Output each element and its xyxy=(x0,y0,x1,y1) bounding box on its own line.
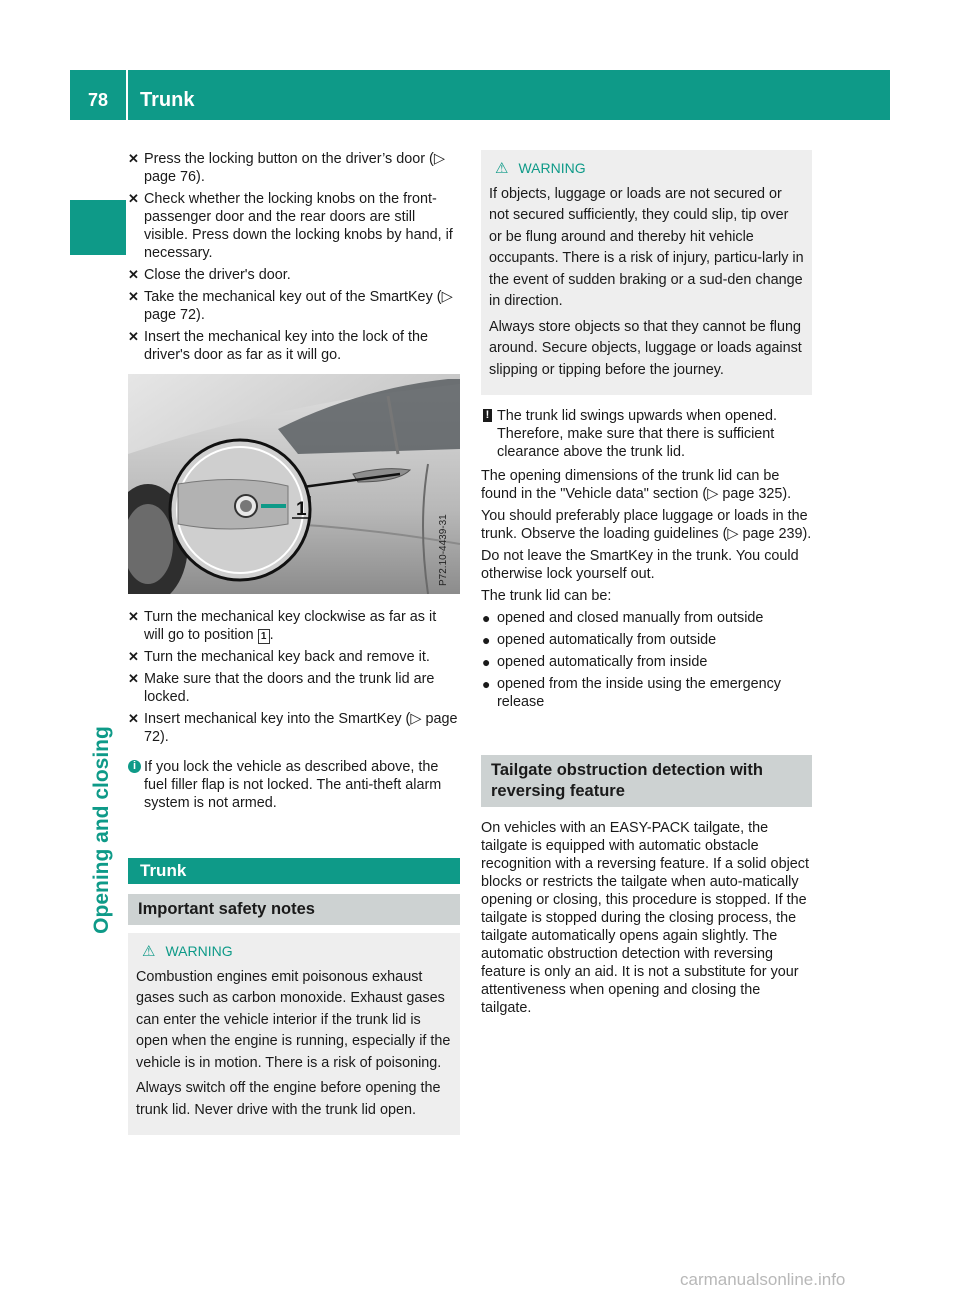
list-item-text: opened automatically from outside xyxy=(497,632,717,648)
page-ref-arrow-icon: ▷ xyxy=(441,289,453,305)
body-paragraph: The opening dimensions of the trunk lid can be found in the "Vehicle data" section (▷ page 325). xyxy=(481,468,792,502)
list-item-text: opened and closed manually from outside xyxy=(497,610,764,626)
step-tail: . xyxy=(269,627,274,643)
step-item: ✕ Take the mechanical key out of the SmartKey (▷ page 72). xyxy=(128,289,453,323)
step-item xyxy=(128,328,460,364)
step-text: Take the mechanical key out of the SmartKey xyxy=(144,289,433,305)
page-ref-arrow-icon: ▷ xyxy=(433,151,445,167)
warning-header xyxy=(136,941,452,963)
subsection-title: Tailgate obstruction detection with reversing feature xyxy=(481,755,812,807)
body-paragraph: You should preferably place luggage or loads in the trunk. Observe the loading guidelines (▷ page 239). xyxy=(481,508,812,542)
warning-title: WARNING xyxy=(165,943,233,959)
page-ref-arrow-icon: ▷ xyxy=(727,526,739,542)
bullet-icon: ● xyxy=(482,610,491,626)
step-item: ✕ Insert mechanical key into the SmartKey (▷ page 72). xyxy=(128,711,458,745)
bullet-icon: ● xyxy=(482,654,491,670)
warning-triangle-icon: ⚠ xyxy=(142,943,156,960)
caution-note-text: The trunk lid swings upwards when opened. Therefore, make sure that there is sufficient clearance above the trunk lid. xyxy=(497,408,777,460)
sidebar-chapter-label: Opening and closing xyxy=(90,726,113,934)
page-ref-arrow-icon: ▷ xyxy=(410,711,422,727)
warning-header xyxy=(489,158,804,180)
paragraph-tail: ). xyxy=(782,486,792,502)
info-icon: i xyxy=(128,760,141,773)
info-note-text: If you lock the vehicle as described above, the fuel filler flap is not locked. The anti-theft alarm system is not armed. xyxy=(144,759,442,811)
body-paragraph: On vehicles with an EASY-PACK tailgate, the tailgate is equipped with automatic obstacle recognition with a reversing feature. If a solid object blocks or restricts the tailgate when auto-matically opening or closing, this procedure is stopped. If the tailgate is stopped during the closing process, the tailgate automatically opens again slightly. The automatic obstruction detection with reversing feature is only an aid. It is not a substitute for your attentiveness when opening and closing the tailgate. xyxy=(481,820,809,1016)
page-reference[interactable]: page 72 xyxy=(144,711,458,745)
list-item xyxy=(481,609,812,627)
caution-note xyxy=(481,407,812,461)
step-tail: ). xyxy=(196,307,205,323)
page-ref-arrow-icon: ▷ xyxy=(707,486,719,502)
paragraph-text: You should preferably place luggage or loads in the trunk. Observe the loading guidelines xyxy=(481,508,808,542)
step-item xyxy=(128,190,460,262)
step-text: Press the locking button on the driver’s door xyxy=(144,151,426,167)
page-reference[interactable]: page 325 xyxy=(722,486,783,502)
step-item xyxy=(128,266,460,284)
page-reference[interactable]: page 76 xyxy=(144,169,197,185)
step-marker-icon: ✕ xyxy=(128,649,139,664)
page-reference[interactable]: page 239 xyxy=(742,526,803,542)
paragraph-text: The opening dimensions of the trunk lid can be found in the "Vehicle data" section xyxy=(481,468,780,502)
list-item xyxy=(481,653,812,671)
warning-box xyxy=(481,150,812,395)
step-marker-icon: ✕ xyxy=(128,151,139,166)
step-marker-icon: ✕ xyxy=(128,267,139,282)
body-paragraph: The trunk lid can be: xyxy=(481,588,612,604)
step-item xyxy=(128,608,460,644)
list-item xyxy=(481,631,812,649)
step-item: ✕ Press the locking button on the driver’s door (▷ page 76). xyxy=(128,151,445,185)
right-column xyxy=(481,150,812,1021)
step-marker-icon: ✕ xyxy=(128,671,139,686)
warning-title: WARNING xyxy=(518,160,586,176)
list-item-text: opened from the inside using the emergency release xyxy=(497,676,781,710)
page-reference[interactable]: page 72 xyxy=(144,307,197,323)
left-column xyxy=(128,150,460,1143)
page-number: 78 xyxy=(87,90,109,110)
step-item xyxy=(128,648,460,666)
warning-box xyxy=(128,933,460,1135)
step-marker-icon: ✕ xyxy=(128,329,139,344)
step-text: Turn the mechanical key clockwise as far as it will go to position xyxy=(144,609,437,643)
header-divider xyxy=(126,70,128,120)
caution-icon: ! xyxy=(483,409,492,422)
watermark: carmanualsonline.info xyxy=(680,1270,846,1289)
step-text: Insert the mechanical key into the lock of the driver's door as far as it will go. xyxy=(144,329,428,363)
position-badge: 1 xyxy=(258,629,270,644)
step-marker-icon: ✕ xyxy=(128,711,139,726)
warning-paragraph: Always switch off the engine before opening the trunk lid. Never drive with the trunk lid open. xyxy=(136,1080,441,1118)
warning-paragraph: Always store objects so that they cannot be flung around. Secure objects, luggage or loads against slipping or tipping before the journey. xyxy=(489,318,802,378)
step-text: Turn the mechanical key back and remove it. xyxy=(144,649,430,665)
step-marker-icon: ✕ xyxy=(128,289,139,304)
list-item-text: opened automatically from inside xyxy=(497,654,708,670)
warning-paragraph: Combustion engines emit poisonous exhaust gases such as carbon monoxide. Exhaust gases can enter the vehicle interior if the trunk lid is open when the engine is running, especially if the vehicle is in motion. There is a risk of poisoning. xyxy=(136,968,451,1071)
step-tail: ). xyxy=(196,169,205,185)
step-marker-icon: ✕ xyxy=(128,609,139,624)
section-title: Trunk xyxy=(128,858,460,884)
step-item xyxy=(128,670,460,706)
body-paragraph: Do not leave the SmartKey in the trunk. You could otherwise lock yourself out. xyxy=(481,548,799,582)
door-lock-illustration xyxy=(128,374,460,594)
paragraph-tail: ). xyxy=(802,526,812,542)
subsection-title: Important safety notes xyxy=(128,894,460,925)
info-note xyxy=(128,758,460,812)
step-text: Insert mechanical key into the SmartKey xyxy=(144,711,402,727)
step-tail: ). xyxy=(160,729,169,745)
bullet-icon: ● xyxy=(482,676,491,692)
list-item xyxy=(481,675,812,711)
bullet-icon: ● xyxy=(482,632,491,648)
warning-triangle-icon: ⚠ xyxy=(495,160,509,177)
sidebar-marker xyxy=(70,200,126,255)
sidebar-chapter xyxy=(72,660,132,1000)
step-marker-icon: ✕ xyxy=(128,191,139,206)
warning-paragraph: If objects, luggage or loads are not secured or not secured sufficiently, they could slip, tip over or be flung around and thereby hit vehicle occupants. There is a risk of injury, particu-larly in the event of sudden braking or a sud-den change in direction. xyxy=(489,185,804,309)
step-text: Check whether the locking knobs on the front-passenger door and the rear doors are still visible. Press down the locking knobs by hand, if necessary. xyxy=(144,191,453,261)
step-text: Make sure that the doors and the trunk lid are locked. xyxy=(144,671,435,705)
callout-number: 1 xyxy=(296,499,307,520)
image-code: P72.10-4439-31 xyxy=(438,514,449,586)
step-text: Close the driver's door. xyxy=(144,267,291,283)
page-title: Trunk xyxy=(140,89,195,111)
